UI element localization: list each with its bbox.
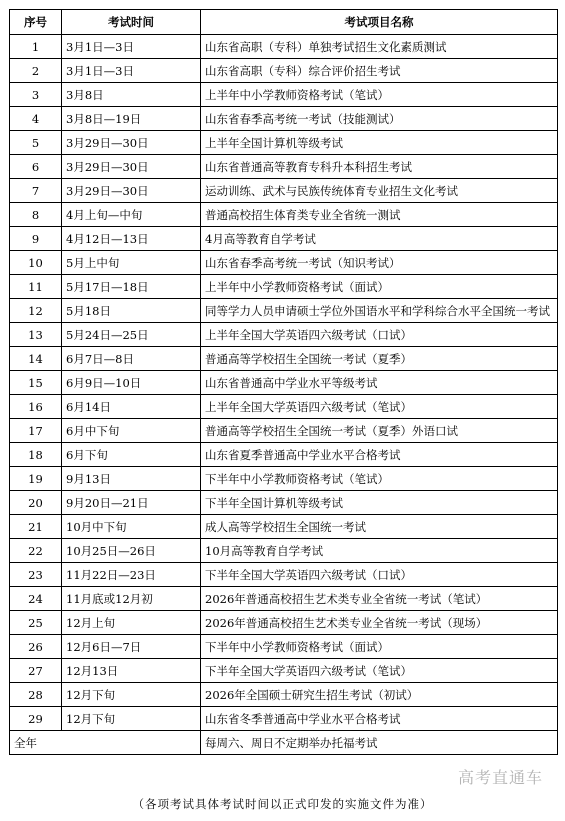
exam-name: 普通高等学校招生全国统一考试（夏季）外语口试 <box>201 419 558 443</box>
row-number: 24 <box>10 587 62 611</box>
exam-time: 12月下旬 <box>62 707 201 731</box>
exam-time: 3月1日—3日 <box>62 35 201 59</box>
watermark-text: 高考直通车 <box>457 768 543 787</box>
table-row <box>10 179 558 203</box>
row-number: 28 <box>10 683 62 707</box>
row-number: 13 <box>10 323 62 347</box>
table-row <box>10 83 558 107</box>
exam-time: 3月1日—3日 <box>62 59 201 83</box>
table-row <box>10 515 558 539</box>
exam-time: 12月下旬 <box>62 683 201 707</box>
exam-name: 山东省高职（专科）单独考试招生文化素质测试 <box>201 35 558 59</box>
header-name: 考试项目名称 <box>201 10 558 35</box>
exam-time: 4月上旬—中旬 <box>62 203 201 227</box>
exam-name: 普通高等学校招生全国统一考试（夏季） <box>201 347 558 371</box>
table-row <box>10 563 558 587</box>
table-row <box>10 611 558 635</box>
header-time: 考试时间 <box>62 10 201 35</box>
exam-name: 上半年全国计算机等级考试 <box>201 131 558 155</box>
row-number: 14 <box>10 347 62 371</box>
exam-name: 10月高等教育自学考试 <box>201 539 558 563</box>
exam-time: 6月7日—8日 <box>62 347 201 371</box>
exam-time: 6月下旬 <box>62 443 201 467</box>
exam-time: 10月中下旬 <box>62 515 201 539</box>
table-header-row <box>10 10 558 35</box>
exam-name: 山东省普通高中学业水平等级考试 <box>201 371 558 395</box>
exam-name: 普通高校招生体育类专业全省统一测试 <box>201 203 558 227</box>
row-number: 12 <box>10 299 62 323</box>
exam-time: 4月12日—13日 <box>62 227 201 251</box>
table-row <box>10 35 558 59</box>
exam-schedule-table <box>9 9 558 755</box>
exam-name: 上半年全国大学英语四六级考试（口试） <box>201 323 558 347</box>
table-row-all-year <box>10 731 558 755</box>
all-year-label: 全年 <box>10 731 201 755</box>
row-number: 5 <box>10 131 62 155</box>
header-no: 序号 <box>10 10 62 35</box>
row-number: 18 <box>10 443 62 467</box>
exam-name: 2026年全国硕士研究生招生考试（初试） <box>201 683 558 707</box>
table-row <box>10 275 558 299</box>
exam-time: 3月29日—30日 <box>62 179 201 203</box>
row-number: 1 <box>10 35 62 59</box>
exam-time: 11月底或12月初 <box>62 587 201 611</box>
exam-schedule-document <box>9 9 557 755</box>
exam-name: 下半年全国计算机等级考试 <box>201 491 558 515</box>
exam-name: 山东省冬季普通高中学业水平合格考试 <box>201 707 558 731</box>
table-row <box>10 107 558 131</box>
exam-name: 2026年普通高校招生艺术类专业全省统一考试（现场） <box>201 611 558 635</box>
table-body <box>10 35 558 755</box>
row-number: 2 <box>10 59 62 83</box>
table-row <box>10 683 558 707</box>
table-row <box>10 587 558 611</box>
exam-time: 6月9日—10日 <box>62 371 201 395</box>
row-number: 11 <box>10 275 62 299</box>
table-row <box>10 251 558 275</box>
footnote: （各项考试具体考试时间以正式印发的实施文件为准） <box>132 797 433 811</box>
table-row <box>10 227 558 251</box>
exam-name: 山东省夏季普通高中学业水平合格考试 <box>201 443 558 467</box>
exam-name: 下半年中小学教师资格考试（笔试） <box>201 467 558 491</box>
row-number: 16 <box>10 395 62 419</box>
exam-time: 12月13日 <box>62 659 201 683</box>
row-number: 22 <box>10 539 62 563</box>
row-number: 27 <box>10 659 62 683</box>
exam-name: 成人高等学校招生全国统一考试 <box>201 515 558 539</box>
table-row <box>10 635 558 659</box>
exam-name: 山东省普通高等教育专科升本科招生考试 <box>201 155 558 179</box>
exam-time: 10月25日—26日 <box>62 539 201 563</box>
row-number: 29 <box>10 707 62 731</box>
exam-name: 下半年全国大学英语四六级考试（口试） <box>201 563 558 587</box>
table-row <box>10 395 558 419</box>
exam-name: 同等学力人员申请硕士学位外国语水平和学科综合水平全国统一考试 <box>201 299 558 323</box>
exam-name: 2026年普通高校招生艺术类专业全省统一考试（笔试） <box>201 587 558 611</box>
exam-name: 运动训练、武术与民族传统体育专业招生文化考试 <box>201 179 558 203</box>
exam-time: 9月20日—21日 <box>62 491 201 515</box>
row-number: 26 <box>10 635 62 659</box>
table-row <box>10 467 558 491</box>
exam-time: 12月上旬 <box>62 611 201 635</box>
exam-name: 山东省高职（专科）综合评价招生考试 <box>201 59 558 83</box>
row-number: 17 <box>10 419 62 443</box>
all-year-exam-name: 每周六、周日不定期举办托福考试 <box>201 731 558 755</box>
row-number: 19 <box>10 467 62 491</box>
exam-time: 5月24日—25日 <box>62 323 201 347</box>
row-number: 25 <box>10 611 62 635</box>
table-row <box>10 155 558 179</box>
table-row <box>10 659 558 683</box>
exam-time: 3月8日—19日 <box>62 107 201 131</box>
exam-time: 5月17日—18日 <box>62 275 201 299</box>
row-number: 21 <box>10 515 62 539</box>
row-number: 6 <box>10 155 62 179</box>
row-number: 15 <box>10 371 62 395</box>
row-number: 8 <box>10 203 62 227</box>
table-row <box>10 707 558 731</box>
table-row <box>10 347 558 371</box>
table-row <box>10 299 558 323</box>
exam-name: 山东省春季高考统一考试（知识考试） <box>201 251 558 275</box>
table-row <box>10 131 558 155</box>
exam-time: 9月13日 <box>62 467 201 491</box>
exam-time: 12月6日—7日 <box>62 635 201 659</box>
table-row <box>10 59 558 83</box>
exam-name: 山东省春季高考统一考试（技能测试） <box>201 107 558 131</box>
table-row <box>10 323 558 347</box>
exam-time: 5月18日 <box>62 299 201 323</box>
exam-time: 5月上中旬 <box>62 251 201 275</box>
row-number: 4 <box>10 107 62 131</box>
exam-name: 4月高等教育自学考试 <box>201 227 558 251</box>
row-number: 7 <box>10 179 62 203</box>
exam-time: 6月中下旬 <box>62 419 201 443</box>
exam-name: 上半年全国大学英语四六级考试（笔试） <box>201 395 558 419</box>
table-row <box>10 539 558 563</box>
table-row <box>10 203 558 227</box>
table-row <box>10 491 558 515</box>
exam-name: 上半年中小学教师资格考试（笔试） <box>201 83 558 107</box>
exam-name: 下半年全国大学英语四六级考试（笔试） <box>201 659 558 683</box>
table-row <box>10 443 558 467</box>
exam-time: 11月22日—23日 <box>62 563 201 587</box>
row-number: 9 <box>10 227 62 251</box>
table-row <box>10 419 558 443</box>
exam-name: 下半年中小学教师资格考试（面试） <box>201 635 558 659</box>
row-number: 20 <box>10 491 62 515</box>
exam-time: 3月29日—30日 <box>62 131 201 155</box>
row-number: 3 <box>10 83 62 107</box>
exam-time: 6月14日 <box>62 395 201 419</box>
exam-name: 上半年中小学教师资格考试（面试） <box>201 275 558 299</box>
table-row <box>10 371 558 395</box>
exam-time: 3月29日—30日 <box>62 155 201 179</box>
exam-time: 3月8日 <box>62 83 201 107</box>
row-number: 10 <box>10 251 62 275</box>
row-number: 23 <box>10 563 62 587</box>
